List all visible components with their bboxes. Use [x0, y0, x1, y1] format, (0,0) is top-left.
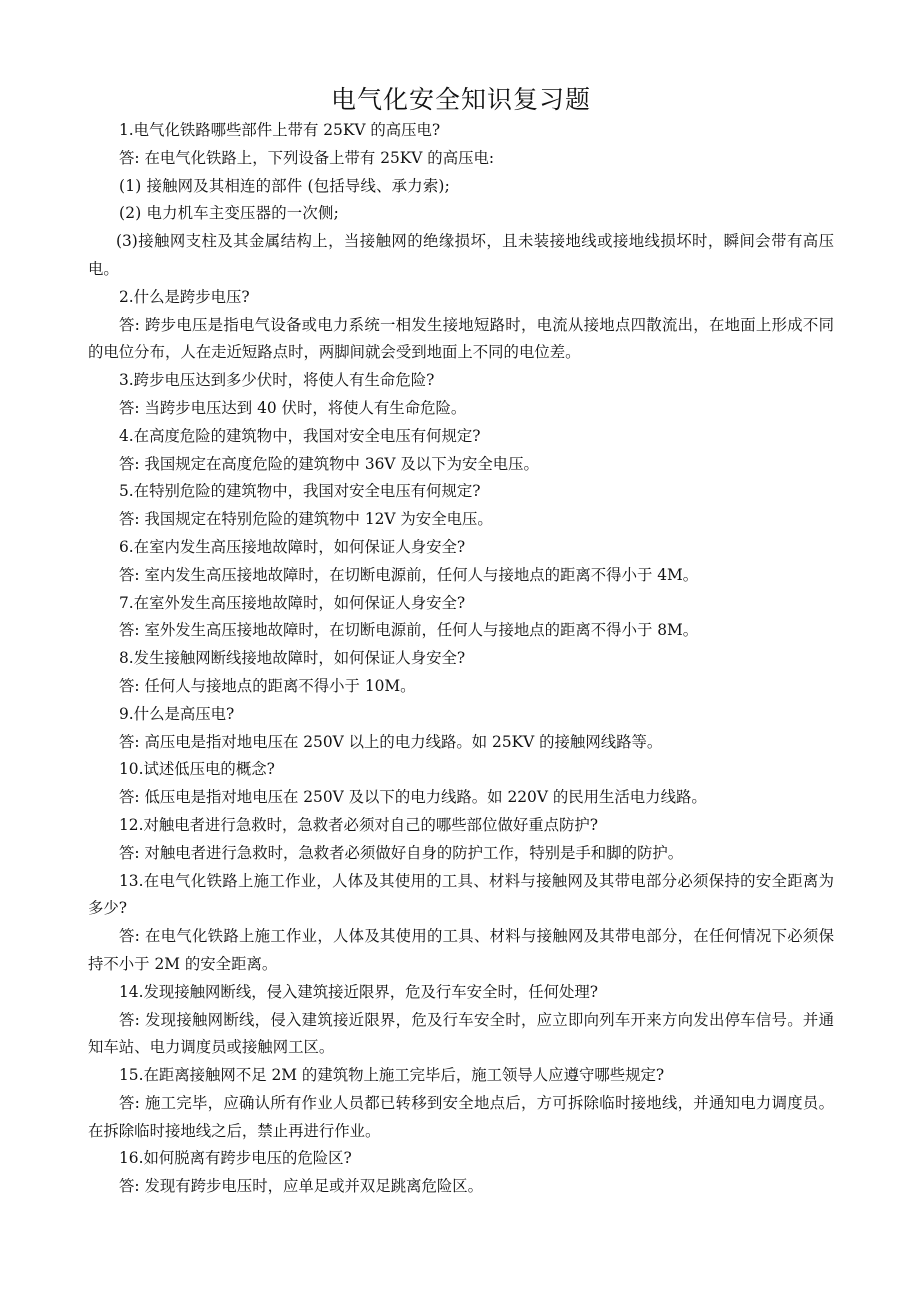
answer-13: 答: 在电气化铁路上施工作业，人体及其使用的工具、材料与接触网及其带电部分，在任何情况下必须保持不小于 2M 的安全距离。	[88, 927, 834, 973]
question-14: 14.发现接触网断线，侵入建筑接近限界，危及行车安全时，任何处理?	[119, 982, 599, 1001]
question-5: 5.在特别危险的建筑物中，我国对安全电压有何规定?	[119, 482, 481, 501]
question-13: 13.在电气化铁路上施工作业，人体及其使用的工具、材料与接触网及其带电部分必须保持的安全距离为多少?	[88, 871, 834, 918]
answer-16: 答: 发现有跨步电压时，应单足或并双足跳离危险区。	[119, 1177, 484, 1196]
question-9: 9.什么是高压电?	[119, 704, 235, 723]
answer-1-intro: 答: 在电气化铁路上，下列设备上带有 25KV 的高压电:	[119, 148, 495, 167]
answer-12: 答: 对触电者进行急救时，急救者必须做好自身的防护工作，特别是手和脚的防护。	[119, 843, 684, 862]
answer-4: 答: 我国规定在高度危险的建筑物中 36V 及以下为安全电压。	[119, 454, 539, 473]
question-6: 6.在室内发生高压接地故障时，如何保证人身安全?	[119, 537, 466, 556]
question-12: 12.对触电者进行急救时，急救者必须对自己的哪些部位做好重点防护?	[119, 815, 599, 834]
question-4: 4.在高度危险的建筑物中，我国对安全电压有何规定?	[119, 426, 481, 445]
answer-8: 答: 任何人与接地点的距离不得小于 10M。	[119, 676, 416, 695]
answer-7: 答: 室外发生高压接地故障时，在切断电源前，任何人与接地点的距离不得小于 8M。	[119, 621, 699, 640]
answer-10: 答: 低压电是指对地电压在 250V 及以下的电力线路。如 220V 的民用生活电力线路。	[119, 788, 707, 807]
document-content	[88, 117, 834, 1201]
answer-2: 答: 跨步电压是指电气设备或电力系统一相发生接地短路时，电流从接地点四散流出，在地面上形成不同的电位分布，人在走近短路点时，两脚间就会受到地面上不同的电位差。	[88, 315, 834, 362]
question-15: 15.在距离接触网不足 2M 的建筑物上施工完毕后，施工领导人应遵守哪些规定?	[119, 1066, 665, 1085]
question-7: 7.在室外发生高压接地故障时，如何保证人身安全?	[119, 593, 466, 612]
question-8: 8.发生接触网断线接地故障时，如何保证人身安全?	[119, 649, 466, 668]
answer-5: 答: 我国规定在特别危险的建筑物中 12V 为安全电压。	[119, 510, 493, 529]
question-2: 2.什么是跨步电压?	[119, 287, 250, 306]
answer-6: 答: 室内发生高压接地故障时，在切断电源前，任何人与接地点的距离不得小于 4M。	[119, 565, 699, 584]
answer-1-subitem-1: (1) 接触网及其相连的部件 (包括导线、承力索);	[119, 176, 451, 195]
answer-3: 答: 当跨步电压达到 40 伏时，将使人有生命危险。	[119, 398, 467, 417]
answer-1-subitem-3: (3)接触网支柱及其金属结构上，当接触网的绝缘损坏，且未装接地线或接地线损坏时，瞬间会带有高压电。	[88, 232, 834, 278]
answer-1-subitem-2: (2) 电力机车主变压器的一次侧;	[119, 204, 339, 223]
page-title: 电气化安全知识复习题	[330, 85, 591, 114]
question-3: 3.跨步电压达到多少伏时，将使人有生命危险?	[119, 371, 435, 390]
answer-15: 答: 施工完毕，应确认所有作业人员都已转移到安全地点后，方可拆除临时接地线，并通知电力调度员。在拆除临时接地线之后，禁止再进行作业。	[88, 1093, 834, 1140]
question-10: 10.试述低压电的概念?	[119, 760, 275, 779]
question-1: 1.电气化铁路哪些部件上带有 25KV 的高压电?	[119, 121, 441, 139]
question-16: 16.如何脱离有跨步电压的危险区?	[119, 1149, 352, 1168]
answer-9: 答: 高压电是指对地电压在 250V 以上的电力线路。如 25KV 的接触网线路等。	[119, 732, 663, 751]
answer-14: 答: 发现接触网断线，侵入建筑接近限界，危及行车安全时，应立即向列车开来方向发出停车信号。并通知车站、电力调度员或接触网工区。	[88, 1010, 834, 1057]
